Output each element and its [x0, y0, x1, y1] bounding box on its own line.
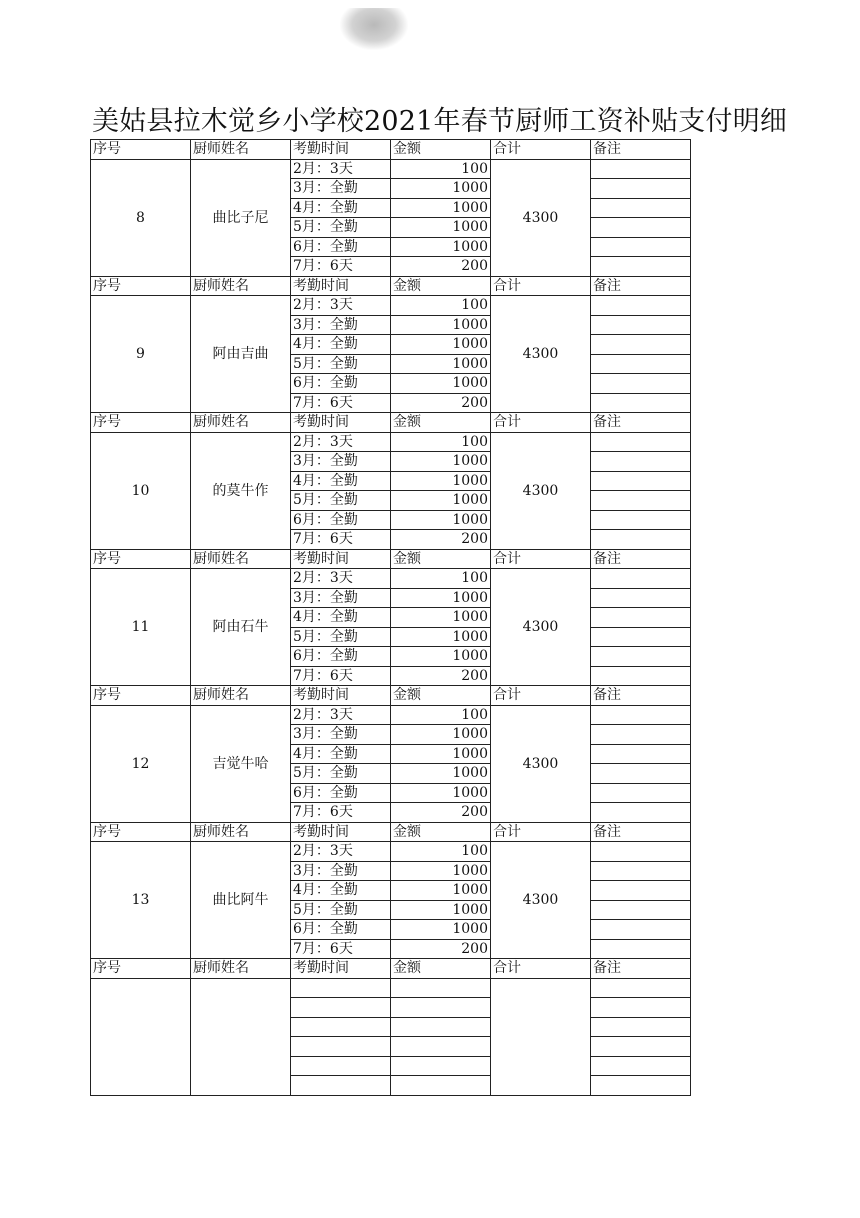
amount-cell: [391, 1017, 491, 1037]
remark-cell: [591, 978, 691, 998]
amount-cell: 1000: [391, 218, 491, 238]
header-remark: 备注: [591, 686, 691, 706]
remark-cell: [591, 764, 691, 784]
cook-name-cell: [191, 978, 291, 1095]
cook-name-cell: 曲比阿牛: [191, 842, 291, 959]
remark-cell: [591, 861, 691, 881]
amount-cell: 1000: [391, 335, 491, 355]
attendance-cell: 5月：全勤: [291, 354, 391, 374]
remark-cell: [591, 725, 691, 745]
attendance-cell: 3月：全勤: [291, 452, 391, 472]
amount-cell: 1000: [391, 900, 491, 920]
attendance-cell: 6月：全勤: [291, 510, 391, 530]
remark-cell: [591, 705, 691, 725]
attendance-cell: 6月：全勤: [291, 783, 391, 803]
amount-cell: 1000: [391, 471, 491, 491]
payment-table: [90, 139, 690, 1096]
remark-cell: [591, 588, 691, 608]
attendance-cell: 6月：全勤: [291, 920, 391, 940]
total-cell: 4300: [491, 296, 591, 413]
header-cook-name: 厨师姓名: [191, 413, 291, 433]
amount-cell: 1000: [391, 764, 491, 784]
header-cook-name: 厨师姓名: [191, 276, 291, 296]
seq-cell: 13: [91, 842, 191, 959]
header-cook-name: 厨师姓名: [191, 686, 291, 706]
payment-grid: [90, 139, 691, 1096]
table-row: [91, 978, 691, 998]
amount-cell: 100: [391, 705, 491, 725]
cook-name-cell: 吉觉牛哈: [191, 705, 291, 822]
header-amount: 金额: [391, 959, 491, 979]
remark-cell: [591, 647, 691, 667]
header-attendance: 考勤时间: [291, 549, 391, 569]
table-row: [91, 842, 691, 862]
remark-cell: [591, 881, 691, 901]
header-amount: 金额: [391, 549, 491, 569]
header-seq: 序号: [91, 549, 191, 569]
amount-cell: [391, 1056, 491, 1076]
seq-cell: 11: [91, 569, 191, 686]
table-row: [91, 159, 691, 179]
amount-cell: 1000: [391, 881, 491, 901]
attendance-cell: 3月：全勤: [291, 179, 391, 199]
amount-cell: 1000: [391, 374, 491, 394]
header-attendance: 考勤时间: [291, 822, 391, 842]
attendance-cell: 7月：6天: [291, 393, 391, 413]
attendance-cell: 3月：全勤: [291, 588, 391, 608]
header-total: 合计: [491, 413, 591, 433]
remark-cell: [591, 608, 691, 628]
remark-cell: [591, 335, 691, 355]
attendance-cell: 2月：3天: [291, 432, 391, 452]
attendance-cell: [291, 998, 391, 1018]
remark-cell: [591, 296, 691, 316]
amount-cell: 1000: [391, 510, 491, 530]
header-total: 合计: [491, 140, 591, 160]
remark-cell: [591, 900, 691, 920]
attendance-cell: 5月：全勤: [291, 764, 391, 784]
remark-cell: [591, 569, 691, 589]
remark-cell: [591, 218, 691, 238]
remark-cell: [591, 1056, 691, 1076]
attendance-cell: 5月：全勤: [291, 900, 391, 920]
seq-cell: 10: [91, 432, 191, 549]
amount-cell: 1000: [391, 315, 491, 335]
header-amount: 金额: [391, 140, 491, 160]
amount-cell: 1000: [391, 608, 491, 628]
header-cook-name: 厨师姓名: [191, 959, 291, 979]
remark-cell: [591, 783, 691, 803]
header-cook-name: 厨师姓名: [191, 140, 291, 160]
amount-cell: 1000: [391, 237, 491, 257]
amount-cell: 1000: [391, 179, 491, 199]
amount-cell: 100: [391, 569, 491, 589]
header-row: [91, 549, 691, 569]
amount-cell: 200: [391, 530, 491, 550]
header-remark: 备注: [591, 140, 691, 160]
header-row: [91, 413, 691, 433]
amount-cell: 1000: [391, 452, 491, 472]
header-total: 合计: [491, 686, 591, 706]
table-row: [91, 296, 691, 316]
header-seq: 序号: [91, 413, 191, 433]
amount-cell: 1000: [391, 198, 491, 218]
header-total: 合计: [491, 959, 591, 979]
header-remark: 备注: [591, 959, 691, 979]
amount-cell: [391, 1037, 491, 1057]
header-seq: 序号: [91, 140, 191, 160]
amount-cell: [391, 1076, 491, 1096]
amount-cell: 100: [391, 842, 491, 862]
attendance-cell: 4月：全勤: [291, 335, 391, 355]
header-amount: 金额: [391, 413, 491, 433]
remark-cell: [591, 237, 691, 257]
remark-cell: [591, 471, 691, 491]
total-cell: 4300: [491, 432, 591, 549]
seq-cell: [91, 978, 191, 1095]
header-amount: 金额: [391, 276, 491, 296]
remark-cell: [591, 393, 691, 413]
header-remark: 备注: [591, 549, 691, 569]
amount-cell: 1000: [391, 627, 491, 647]
remark-cell: [591, 315, 691, 335]
header-remark: 备注: [591, 276, 691, 296]
amount-cell: [391, 978, 491, 998]
header-attendance: 考勤时间: [291, 140, 391, 160]
total-cell: [491, 978, 591, 1095]
cook-name-cell: 的莫牛作: [191, 432, 291, 549]
attendance-cell: 7月：6天: [291, 803, 391, 823]
amount-cell: 100: [391, 432, 491, 452]
seq-cell: 9: [91, 296, 191, 413]
remark-cell: [591, 803, 691, 823]
attendance-cell: [291, 1017, 391, 1037]
attendance-cell: 7月：6天: [291, 530, 391, 550]
amount-cell: 1000: [391, 744, 491, 764]
table-row: [91, 432, 691, 452]
attendance-cell: 5月：全勤: [291, 627, 391, 647]
document-title: 美姑县拉木觉乡小学校2021年春节厨师工资补贴支付明细: [92, 106, 788, 137]
amount-cell: [391, 998, 491, 1018]
remark-cell: [591, 1076, 691, 1096]
header-total: 合计: [491, 549, 591, 569]
seq-cell: 12: [91, 705, 191, 822]
attendance-cell: 3月：全勤: [291, 725, 391, 745]
amount-cell: 100: [391, 296, 491, 316]
attendance-cell: [291, 1076, 391, 1096]
header-row: [91, 822, 691, 842]
amount-cell: 1000: [391, 920, 491, 940]
seq-cell: 8: [91, 159, 191, 276]
remark-cell: [591, 998, 691, 1018]
attendance-cell: 3月：全勤: [291, 315, 391, 335]
attendance-cell: 7月：6天: [291, 666, 391, 686]
header-row: [91, 686, 691, 706]
cook-name-cell: 阿由石牛: [191, 569, 291, 686]
remark-cell: [591, 452, 691, 472]
header-cook-name: 厨师姓名: [191, 549, 291, 569]
amount-cell: 100: [391, 159, 491, 179]
header-attendance: 考勤时间: [291, 413, 391, 433]
remark-cell: [591, 939, 691, 959]
attendance-cell: 4月：全勤: [291, 744, 391, 764]
header-row: [91, 959, 691, 979]
header-seq: 序号: [91, 822, 191, 842]
header-amount: 金额: [391, 822, 491, 842]
remark-cell: [591, 1017, 691, 1037]
total-cell: 4300: [491, 705, 591, 822]
remark-cell: [591, 159, 691, 179]
remark-cell: [591, 744, 691, 764]
attendance-cell: [291, 1037, 391, 1057]
remark-cell: [591, 491, 691, 511]
header-attendance: 考勤时间: [291, 276, 391, 296]
amount-cell: 1000: [391, 491, 491, 511]
total-cell: 4300: [491, 569, 591, 686]
header-remark: 备注: [591, 822, 691, 842]
remark-cell: [591, 179, 691, 199]
total-cell: 4300: [491, 159, 591, 276]
attendance-cell: 6月：全勤: [291, 647, 391, 667]
amount-cell: 200: [391, 393, 491, 413]
table-row: [91, 569, 691, 589]
attendance-cell: 3月：全勤: [291, 861, 391, 881]
amount-cell: 200: [391, 666, 491, 686]
amount-cell: 200: [391, 803, 491, 823]
table-row: [91, 705, 691, 725]
amount-cell: 1000: [391, 588, 491, 608]
cook-name-cell: 阿由吉曲: [191, 296, 291, 413]
remark-cell: [591, 354, 691, 374]
header-attendance: 考勤时间: [291, 959, 391, 979]
amount-cell: 200: [391, 257, 491, 277]
attendance-cell: 7月：6天: [291, 257, 391, 277]
remark-cell: [591, 432, 691, 452]
attendance-cell: 4月：全勤: [291, 471, 391, 491]
remark-cell: [591, 374, 691, 394]
header-row: [91, 276, 691, 296]
header-attendance: 考勤时间: [291, 686, 391, 706]
remark-cell: [591, 627, 691, 647]
attendance-cell: 2月：3天: [291, 705, 391, 725]
attendance-cell: [291, 978, 391, 998]
amount-cell: 1000: [391, 861, 491, 881]
attendance-cell: 5月：全勤: [291, 218, 391, 238]
header-total: 合计: [491, 822, 591, 842]
remark-cell: [591, 842, 691, 862]
remark-cell: [591, 1037, 691, 1057]
remark-cell: [591, 920, 691, 940]
header-remark: 备注: [591, 413, 691, 433]
header-amount: 金额: [391, 686, 491, 706]
header-total: 合计: [491, 276, 591, 296]
attendance-cell: 2月：3天: [291, 296, 391, 316]
header-seq: 序号: [91, 959, 191, 979]
remark-cell: [591, 666, 691, 686]
attendance-cell: [291, 1056, 391, 1076]
attendance-cell: 4月：全勤: [291, 881, 391, 901]
remark-cell: [591, 530, 691, 550]
scan-smudge: [340, 8, 408, 50]
amount-cell: 1000: [391, 647, 491, 667]
attendance-cell: 6月：全勤: [291, 237, 391, 257]
attendance-cell: 5月：全勤: [291, 491, 391, 511]
header-seq: 序号: [91, 686, 191, 706]
total-cell: 4300: [491, 842, 591, 959]
attendance-cell: 6月：全勤: [291, 374, 391, 394]
attendance-cell: 7月：6天: [291, 939, 391, 959]
header-seq: 序号: [91, 276, 191, 296]
amount-cell: 1000: [391, 725, 491, 745]
attendance-cell: 4月：全勤: [291, 198, 391, 218]
attendance-cell: 4月：全勤: [291, 608, 391, 628]
attendance-cell: 2月：3天: [291, 159, 391, 179]
amount-cell: 1000: [391, 354, 491, 374]
attendance-cell: 2月：3天: [291, 842, 391, 862]
remark-cell: [591, 510, 691, 530]
amount-cell: 1000: [391, 783, 491, 803]
attendance-cell: 2月：3天: [291, 569, 391, 589]
remark-cell: [591, 257, 691, 277]
cook-name-cell: 曲比子尼: [191, 159, 291, 276]
remark-cell: [591, 198, 691, 218]
amount-cell: 200: [391, 939, 491, 959]
header-row: [91, 140, 691, 160]
header-cook-name: 厨师姓名: [191, 822, 291, 842]
